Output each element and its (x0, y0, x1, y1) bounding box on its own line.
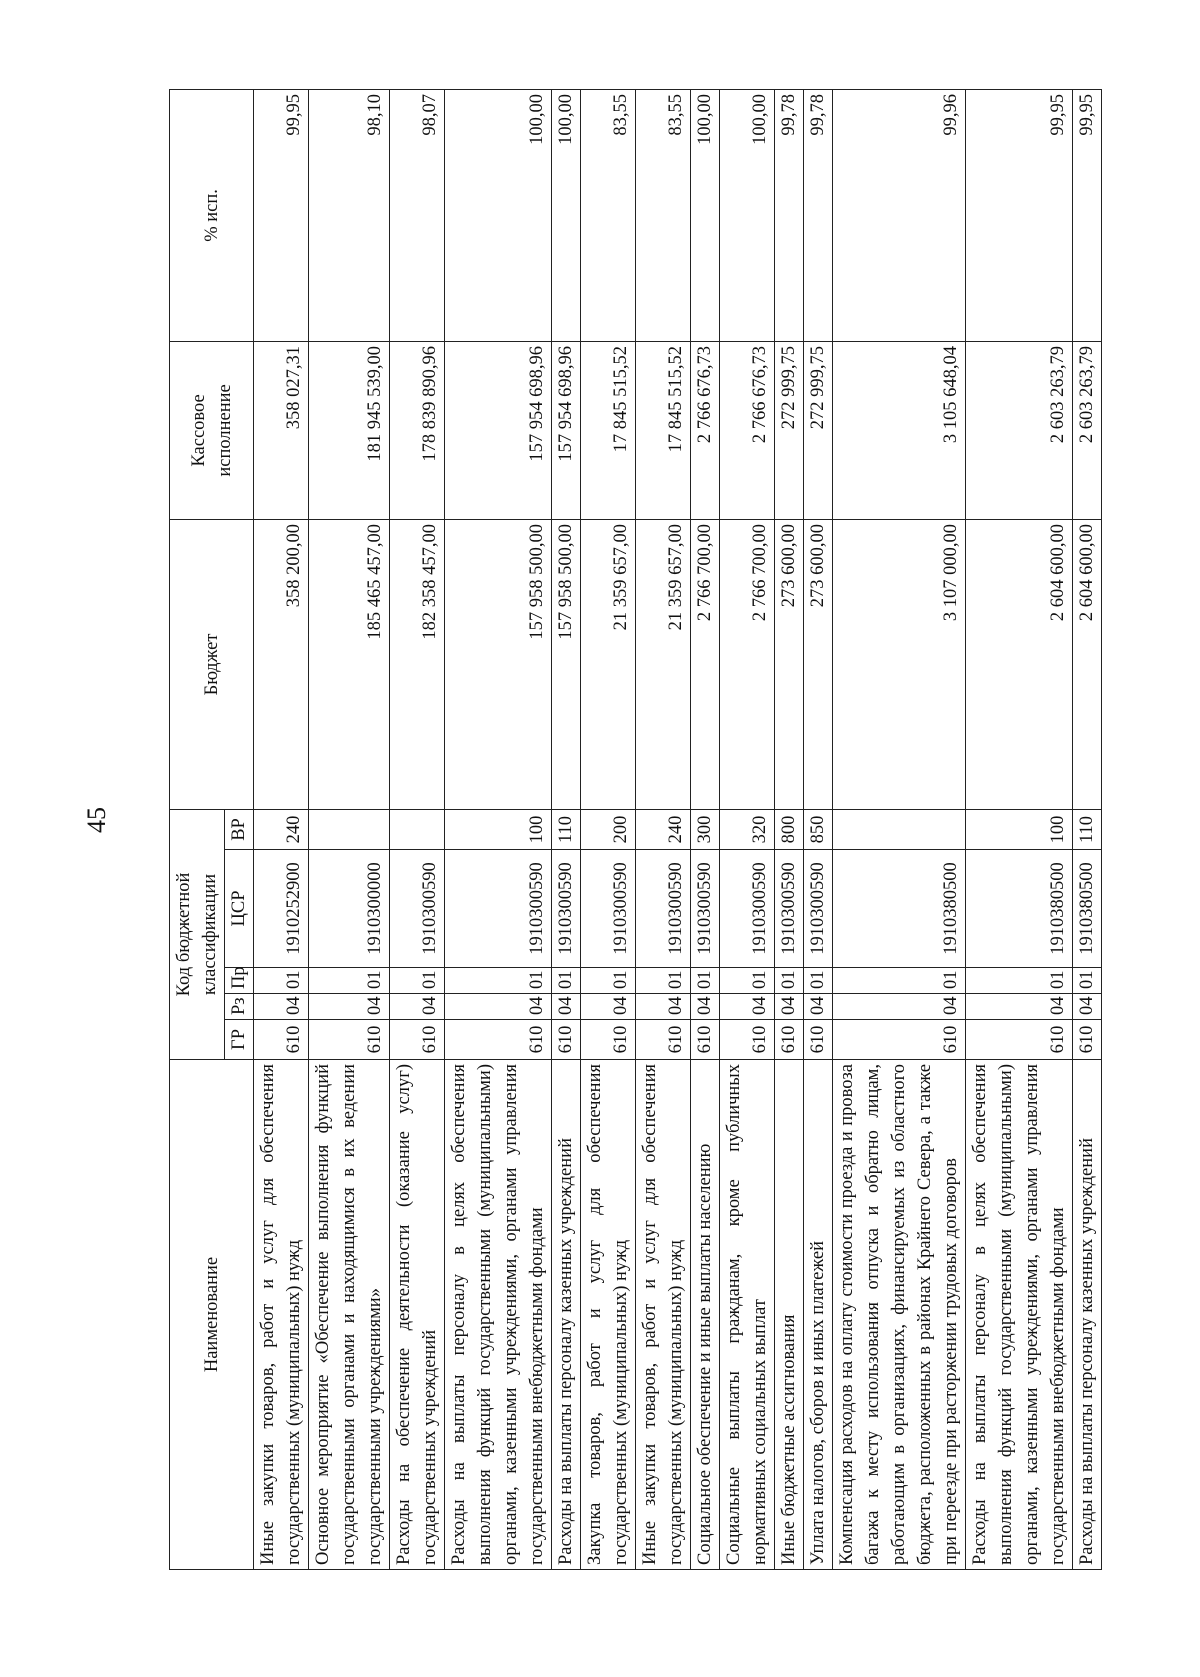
table-body (254, 89, 1102, 1569)
row-name: Расходы на выплаты персоналу казенных учреждений (1073, 1060, 1102, 1570)
row-execution: 157 954 698,96 (445, 341, 552, 519)
row-vr: 850 (804, 809, 833, 849)
table-row (804, 89, 833, 1569)
row-pr: 01 (691, 968, 720, 994)
row-execution: 17 845 515,52 (581, 341, 636, 519)
row-vr: 240 (636, 809, 691, 849)
row-budget: 273 600,00 (804, 519, 833, 809)
header-percent: % исп. (170, 89, 254, 341)
row-csr: 1910300590 (552, 850, 581, 968)
row-rz: 04 (390, 994, 445, 1020)
row-execution: 272 999,75 (804, 341, 833, 519)
row-gr: 610 (636, 1020, 691, 1060)
row-percent: 99,95 (1073, 89, 1102, 341)
row-execution: 3 105 648,04 (833, 341, 966, 519)
row-name: Расходы на выплаты персоналу в целях обеспечения выполнения функций государственными (муниципальными) органами, казенными учреждениями, органами управления государственными внебюджетными фондами (966, 1060, 1073, 1570)
row-csr: 1910300590 (636, 850, 691, 968)
row-percent: 98,07 (390, 89, 445, 341)
rotated-page-content (169, 90, 1097, 1570)
row-csr: 1910300590 (720, 850, 775, 968)
row-vr: 100 (445, 809, 552, 849)
row-rz: 04 (445, 994, 552, 1020)
row-execution: 2 766 676,73 (720, 341, 775, 519)
row-vr: 100 (966, 809, 1073, 849)
row-csr: 1910380500 (1073, 850, 1102, 968)
row-gr: 610 (691, 1020, 720, 1060)
header-code-group: Код бюджетной классификации (170, 809, 225, 1059)
row-percent: 100,00 (445, 89, 552, 341)
header-vr: ВР (225, 809, 254, 849)
row-budget: 182 358 457,00 (390, 519, 445, 809)
row-execution: 178 839 890,96 (390, 341, 445, 519)
row-budget: 21 359 657,00 (581, 519, 636, 809)
row-csr: 1910300590 (804, 850, 833, 968)
row-budget: 157 958 500,00 (552, 519, 581, 809)
row-execution: 358 027,31 (254, 341, 309, 519)
row-pr: 01 (1073, 968, 1102, 994)
row-rz: 04 (309, 994, 390, 1020)
row-pr: 01 (804, 968, 833, 994)
row-pr: 01 (636, 968, 691, 994)
row-execution: 2 603 263,79 (1073, 341, 1102, 519)
row-pr: 01 (775, 968, 804, 994)
row-name: Основное мероприятие «Обеспечение выполнения функций государственными органами и находящимися в их ведении государственными учреждениями» (309, 1060, 390, 1570)
row-name: Иные бюджетные ассигнования (775, 1060, 804, 1570)
row-name: Иные закупки товаров, работ и услуг для обеспечения государственных (муниципальных) нужд (636, 1060, 691, 1570)
row-percent: 100,00 (720, 89, 775, 341)
table-row (775, 89, 804, 1569)
table-row (833, 89, 966, 1569)
row-vr (833, 809, 966, 849)
row-budget: 358 200,00 (254, 519, 309, 809)
row-vr: 110 (1073, 809, 1102, 849)
row-name: Социальные выплаты гражданам, кроме публичных нормативных социальных выплат (720, 1060, 775, 1570)
row-csr: 1910300590 (691, 850, 720, 968)
table-row (966, 89, 1073, 1569)
row-budget: 157 958 500,00 (445, 519, 552, 809)
row-pr: 01 (581, 968, 636, 994)
row-csr: 1910380500 (966, 850, 1073, 968)
row-vr: 300 (691, 809, 720, 849)
table-row (254, 89, 309, 1569)
row-csr: 1910380500 (833, 850, 966, 968)
row-csr: 1910300000 (309, 850, 390, 968)
row-vr (309, 809, 390, 849)
row-budget: 2 604 600,00 (966, 519, 1073, 809)
row-rz: 04 (581, 994, 636, 1020)
row-rz: 04 (1073, 994, 1102, 1020)
header-budget: Бюджет (170, 519, 254, 809)
row-budget: 21 359 657,00 (636, 519, 691, 809)
row-gr: 610 (309, 1020, 390, 1060)
row-gr: 610 (775, 1020, 804, 1060)
table-row (636, 89, 691, 1569)
row-vr: 200 (581, 809, 636, 849)
row-rz: 04 (720, 994, 775, 1020)
row-percent: 99,96 (833, 89, 966, 341)
row-pr: 01 (552, 968, 581, 994)
row-percent: 100,00 (691, 89, 720, 341)
row-vr: 110 (552, 809, 581, 849)
row-percent: 98,10 (309, 89, 390, 341)
row-name: Компенсация расходов на оплату стоимости проезда и провоза багажа к месту использования отпуска и обратно лицам, работающим в организациях, финансируемых из областного бюджета, расположенных в районах Крайнего Севера, а также при переезде при расторжении трудовых договоров (833, 1060, 966, 1570)
table-row (445, 89, 552, 1569)
row-pr: 01 (254, 968, 309, 994)
row-vr (390, 809, 445, 849)
row-gr: 610 (445, 1020, 552, 1060)
row-percent: 83,55 (581, 89, 636, 341)
row-vr: 320 (720, 809, 775, 849)
row-csr: 1910300590 (581, 850, 636, 968)
row-rz: 04 (636, 994, 691, 1020)
page-number: 45 (82, 807, 111, 833)
row-gr: 610 (1073, 1020, 1102, 1060)
row-name: Уплата налогов, сборов и иных платежей (804, 1060, 833, 1570)
header-name: Наименование (170, 1060, 254, 1570)
table-header-row (170, 89, 225, 1569)
row-rz: 04 (804, 994, 833, 1020)
row-budget: 185 465 457,00 (309, 519, 390, 809)
row-execution: 17 845 515,52 (636, 341, 691, 519)
row-gr: 610 (581, 1020, 636, 1060)
row-pr: 01 (445, 968, 552, 994)
header-csr: ЦСР (225, 850, 254, 968)
row-name: Социальное обеспечение и иные выплаты населению (691, 1060, 720, 1570)
row-budget: 2 604 600,00 (1073, 519, 1102, 809)
row-execution: 181 945 539,00 (309, 341, 390, 519)
row-percent: 99,95 (254, 89, 309, 341)
table-row (691, 89, 720, 1569)
row-vr: 240 (254, 809, 309, 849)
row-gr: 610 (552, 1020, 581, 1060)
row-rz: 04 (966, 994, 1073, 1020)
row-name: Иные закупки товаров, работ и услуг для обеспечения государственных (муниципальных) нужд (254, 1060, 309, 1570)
row-rz: 04 (691, 994, 720, 1020)
row-execution: 272 999,75 (775, 341, 804, 519)
row-rz: 04 (833, 994, 966, 1020)
header-pr: Пр (225, 968, 254, 994)
table-row (720, 89, 775, 1569)
row-vr: 800 (775, 809, 804, 849)
row-budget: 2 766 700,00 (720, 519, 775, 809)
row-gr: 610 (966, 1020, 1073, 1060)
row-pr: 01 (720, 968, 775, 994)
row-gr: 610 (390, 1020, 445, 1060)
row-percent: 100,00 (552, 89, 581, 341)
row-budget: 273 600,00 (775, 519, 804, 809)
row-name: Закупка товаров, работ и услуг для обеспечения государственных (муниципальных) нужд (581, 1060, 636, 1570)
budget-execution-table (169, 89, 1102, 1570)
header-gr: ГР (225, 1020, 254, 1060)
header-execution: Кассовое исполнение (170, 341, 254, 519)
row-pr: 01 (833, 968, 966, 994)
row-gr: 610 (833, 1020, 966, 1060)
row-percent: 83,55 (636, 89, 691, 341)
row-csr: 1910300590 (390, 850, 445, 968)
row-budget: 3 107 000,00 (833, 519, 966, 809)
row-name: Расходы на выплаты персоналу казенных учреждений (552, 1060, 581, 1570)
row-rz: 04 (254, 994, 309, 1020)
row-name: Расходы на выплаты персоналу в целях обеспечения выполнения функций государственными (муниципальными) органами, казенными учреждениями, органами управления государственными внебюджетными фондами (445, 1060, 552, 1570)
header-rz: Рз (225, 994, 254, 1020)
row-pr: 01 (966, 968, 1073, 994)
row-rz: 04 (552, 994, 581, 1020)
row-csr: 1910300590 (445, 850, 552, 968)
row-budget: 2 766 700,00 (691, 519, 720, 809)
row-execution: 2 603 263,79 (966, 341, 1073, 519)
table-row (581, 89, 636, 1569)
row-percent: 99,78 (804, 89, 833, 341)
table-row (552, 89, 581, 1569)
row-gr: 610 (254, 1020, 309, 1060)
row-pr: 01 (309, 968, 390, 994)
row-percent: 99,95 (966, 89, 1073, 341)
row-rz: 04 (775, 994, 804, 1020)
row-csr: 1910252900 (254, 850, 309, 968)
table-row (1073, 89, 1102, 1569)
row-gr: 610 (720, 1020, 775, 1060)
row-pr: 01 (390, 968, 445, 994)
row-name: Расходы на обеспечение деятельности (оказание услуг) государственных учреждений (390, 1060, 445, 1570)
table-row (390, 89, 445, 1569)
row-percent: 99,78 (775, 89, 804, 341)
table-row (309, 89, 390, 1569)
row-csr: 1910300590 (775, 850, 804, 968)
row-execution: 2 766 676,73 (691, 341, 720, 519)
row-gr: 610 (804, 1020, 833, 1060)
row-execution: 157 954 698,96 (552, 341, 581, 519)
